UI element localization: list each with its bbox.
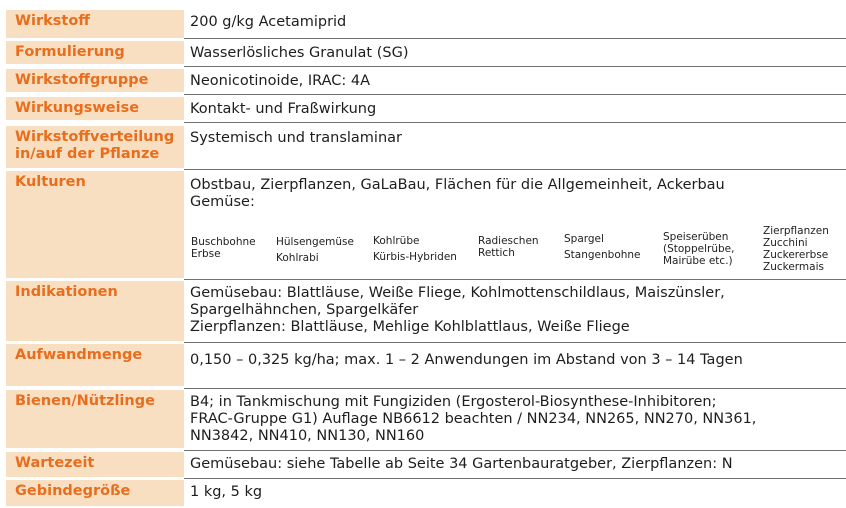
row-indikationen: [6, 281, 828, 341]
crop-item: Kürbis-Hybriden: [373, 251, 457, 263]
label-indikationen: Indikationen: [6, 281, 184, 341]
indikationen-line2: Spargelhähnchen, Spargelkäfer: [190, 302, 419, 318]
value-wirkstoff: 200 g/kg Acetamiprid: [190, 14, 347, 30]
crop-item: Speiserüben: [663, 231, 729, 243]
label-wirkstoffverteilung-line1: Wirkstoffverteilung: [15, 129, 175, 145]
crop-item: Stangenbohne: [564, 249, 641, 261]
kulturen-line2: Gemüse:: [190, 194, 255, 210]
label-wirkstoffgruppe: Wirkstoffgruppe: [6, 69, 184, 92]
row-divider: [184, 94, 846, 95]
row-divider: [184, 388, 846, 389]
label-wirkungsweise: Wirkungsweise: [6, 97, 184, 120]
bienen-line1: B4; in Tankmischung mit Fungiziden (Ergosterol-Biosynthese-Inhibitoren;: [190, 394, 717, 410]
crop-item: Zucchini: [763, 237, 808, 249]
row-gebindegroesse: [6, 480, 828, 506]
crop-group-2: [276, 236, 354, 264]
value-aufwandmenge: 0,150 – 0,325 kg/ha; max. 1 – 2 Anwendungen im Abstand von 3 – 14 Tagen: [190, 352, 743, 368]
crop-group-5: [564, 233, 641, 261]
indikationen-line3: Zierpflanzen: Blattläuse, Mehlige Kohlblattlaus, Weiße Fliege: [190, 319, 630, 335]
crop-item: Kohlrabi: [276, 252, 319, 264]
value-wirkstoffverteilung: Systemisch und translaminar: [190, 130, 402, 146]
label-bienen-nuetzlinge: Bienen/Nützlinge: [6, 390, 184, 448]
bienen-line2: FRAC-Gruppe G1) Auflage NB6612 beachten / NN234, NN265, NN270, NN361,: [190, 411, 757, 427]
crop-item: Zierpflanzen: [763, 225, 829, 237]
crop-item: Buschbohne: [191, 236, 256, 248]
crop-item: Zuckermais: [763, 261, 824, 273]
crop-item: Rettich: [478, 247, 515, 259]
label-wirkstoffverteilung: [6, 126, 184, 168]
row-divider: [184, 38, 846, 39]
row-divider: [184, 450, 846, 451]
crop-group-6: [663, 231, 734, 267]
label-kulturen: Kulturen: [6, 171, 184, 278]
kulturen-line1: Obstbau, Zierpflanzen, GaLaBau, Flächen für die Allgemeinheit, Ackerbau: [190, 177, 725, 193]
label-aufwandmenge: Aufwandmenge: [6, 344, 184, 386]
bienen-line3: NN3842, NN410, NN130, NN160: [190, 428, 425, 444]
label-formulierung: Formulierung: [6, 41, 184, 64]
value-kulturen: [190, 171, 828, 211]
crop-group-3: [373, 235, 457, 263]
crop-item: Radieschen: [478, 235, 539, 247]
label-wirkstoff: Wirkstoff: [6, 10, 184, 38]
row-wirkstoff: [6, 10, 828, 38]
crop-group-7: [763, 225, 829, 273]
row-wirkstoffgruppe: [6, 69, 828, 92]
value-gebindegroesse: 1 kg, 5 kg: [190, 484, 263, 500]
value-wirkstoffgruppe: Neonicotinoide, IRAC: 4A: [190, 73, 371, 89]
crop-group-1: [191, 236, 256, 260]
value-indikationen: [190, 281, 828, 336]
crop-item: Mairübe etc.): [663, 255, 733, 267]
row-divider: [184, 279, 846, 280]
value-wartezeit: Gemüsebau: siehe Tabelle ab Seite 34 Gartenbauratgeber, Zierpflanzen: N: [190, 456, 733, 472]
value-formulierung: Wasserlösliches Granulat (SG): [190, 45, 409, 61]
row-wartezeit: [6, 452, 828, 477]
row-aufwandmenge: [6, 344, 828, 386]
crop-item: (Stoppelrübe,: [663, 243, 735, 255]
row-divider: [184, 169, 846, 170]
label-gebindegroesse: Gebindegröße: [6, 480, 184, 506]
row-divider: [184, 478, 846, 479]
crop-item: Zuckererbse: [763, 249, 829, 261]
label-wartezeit: Wartezeit: [6, 452, 184, 477]
row-bienen-nuetzlinge: [6, 390, 828, 448]
crop-item: Spargel: [564, 233, 604, 245]
row-divider: [184, 342, 846, 343]
crop-item: Hülsengemüse: [276, 236, 354, 248]
row-wirkstoffverteilung: [6, 126, 828, 168]
value-wirkungsweise: Kontakt- und Fraßwirkung: [190, 101, 377, 117]
crop-item: Kohlrübe: [373, 235, 420, 247]
label-wirkstoffverteilung-line2: in/auf der Pflanze: [15, 146, 160, 162]
row-divider: [184, 66, 846, 67]
value-bienen-nuetzlinge: [190, 390, 828, 445]
row-wirkungsweise: [6, 97, 828, 120]
crop-group-4: [478, 235, 539, 259]
indikationen-line1: Gemüsebau: Blattläuse, Weiße Fliege, Kohlmottenschildlaus, Maiszünsler,: [190, 285, 725, 301]
row-divider: [184, 122, 846, 123]
crop-item: Erbse: [191, 248, 221, 260]
row-kulturen: [6, 171, 828, 278]
row-formulierung: [6, 41, 828, 64]
